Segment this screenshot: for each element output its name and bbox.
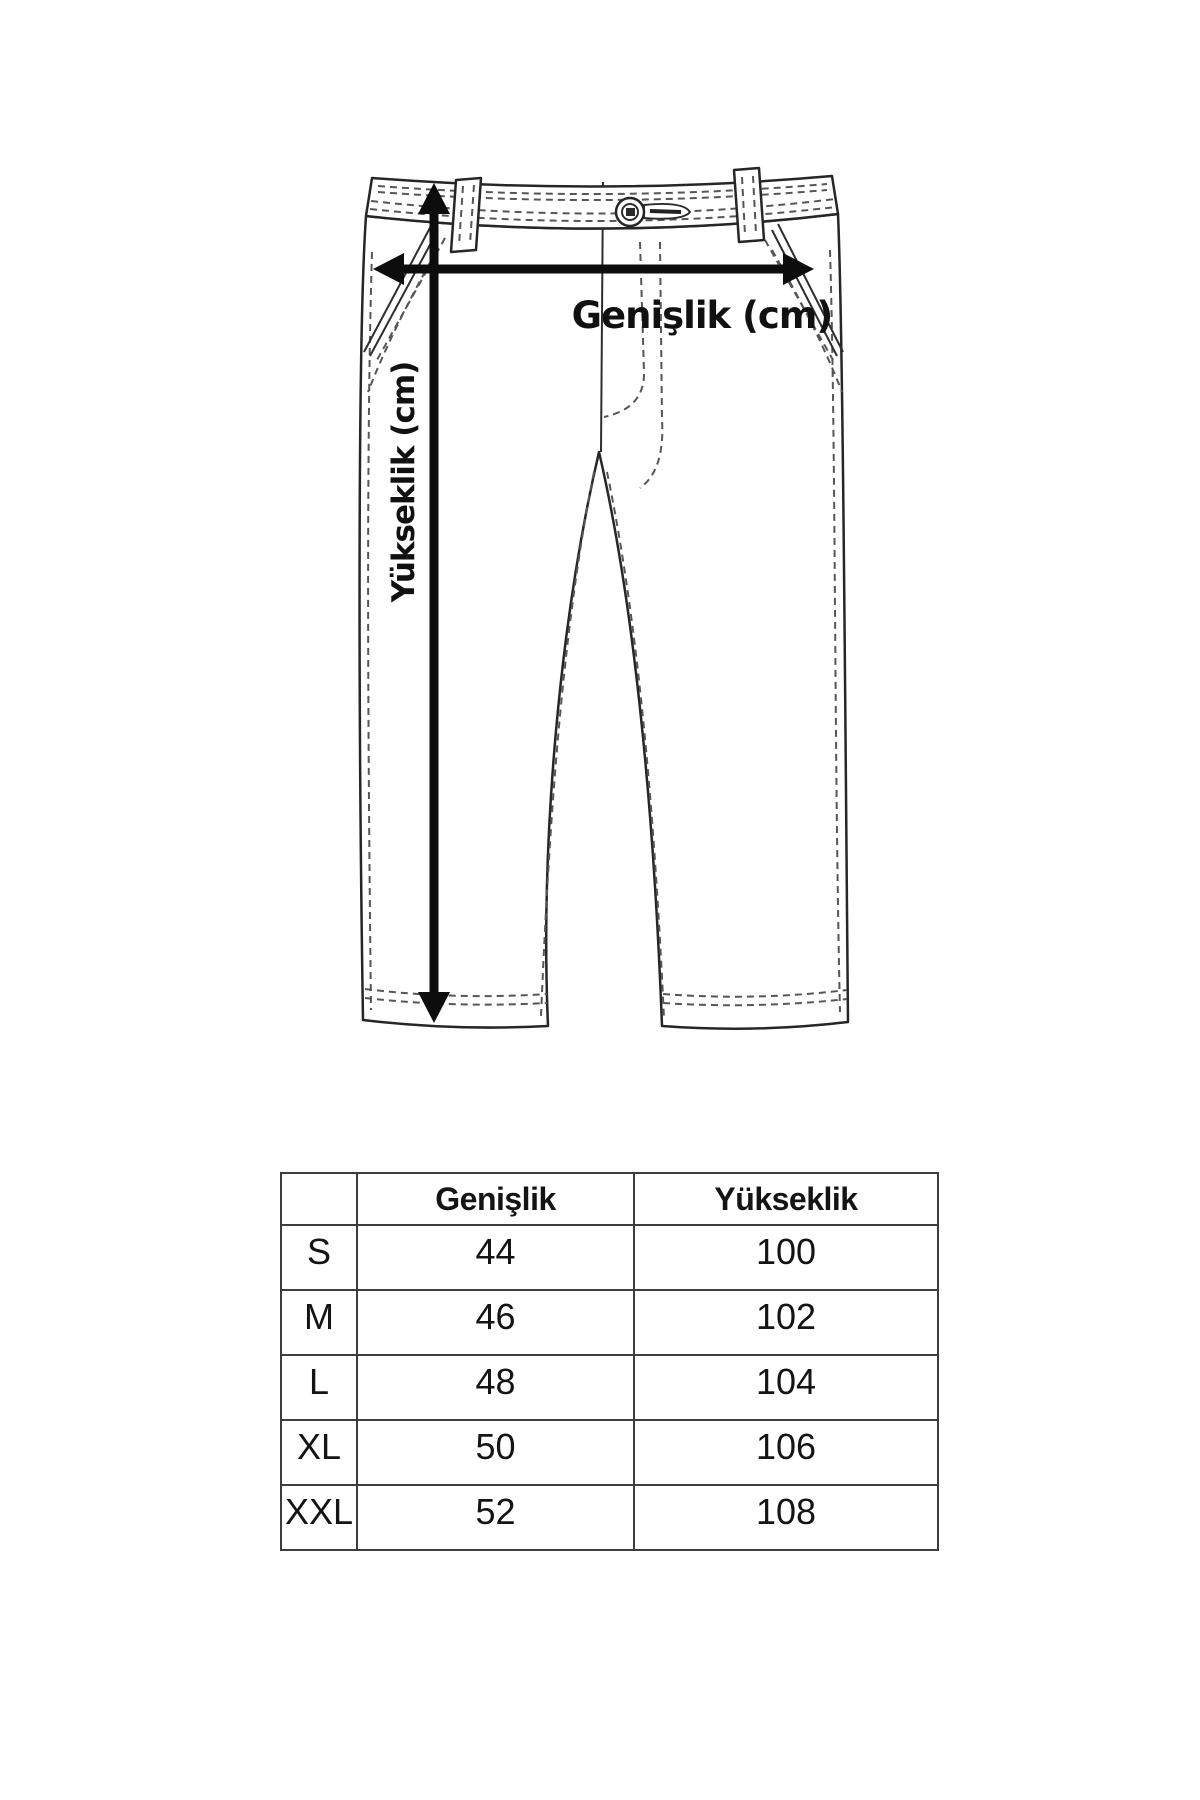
size-table-header-row <box>281 1173 938 1225</box>
size-table <box>280 1172 939 1551</box>
width-value-cell: 46 <box>357 1290 634 1355</box>
button-tail-slit <box>650 211 681 212</box>
size-row-xl <box>281 1420 938 1485</box>
height-value-cell: 106 <box>634 1420 938 1485</box>
height-value-cell: 104 <box>634 1355 938 1420</box>
size-label-cell: S <box>281 1225 357 1290</box>
header-height-cell: Yükseklik <box>634 1173 938 1225</box>
width-arrow-label: Genişlik (cm) <box>571 294 833 337</box>
size-label-cell: L <box>281 1355 357 1420</box>
size-row-s <box>281 1225 938 1290</box>
right-belt-loop-shape <box>734 168 764 242</box>
width-value-cell: 48 <box>357 1355 634 1420</box>
right-belt-loop <box>734 168 764 242</box>
height-value-cell: 100 <box>634 1225 938 1290</box>
width-value-cell: 50 <box>357 1420 634 1485</box>
size-label-cell: XL <box>281 1420 357 1485</box>
header-size-cell <box>281 1173 357 1225</box>
width-value-cell: 52 <box>357 1485 634 1550</box>
size-row-l <box>281 1355 938 1420</box>
left-belt-loop-shape <box>451 178 481 252</box>
button-hole <box>626 208 635 216</box>
size-label-cell: XXL <box>281 1485 357 1550</box>
height-arrow-label: Yükseklik (cm) <box>386 361 422 603</box>
size-label-cell: M <box>281 1290 357 1355</box>
size-row-m <box>281 1290 938 1355</box>
height-value-cell: 102 <box>634 1290 938 1355</box>
height-value-cell: 108 <box>634 1485 938 1550</box>
left-belt-loop <box>451 178 481 252</box>
header-width-cell: Genişlik <box>357 1173 634 1225</box>
width-value-cell: 44 <box>357 1225 634 1290</box>
size-row-xxl <box>281 1485 938 1550</box>
